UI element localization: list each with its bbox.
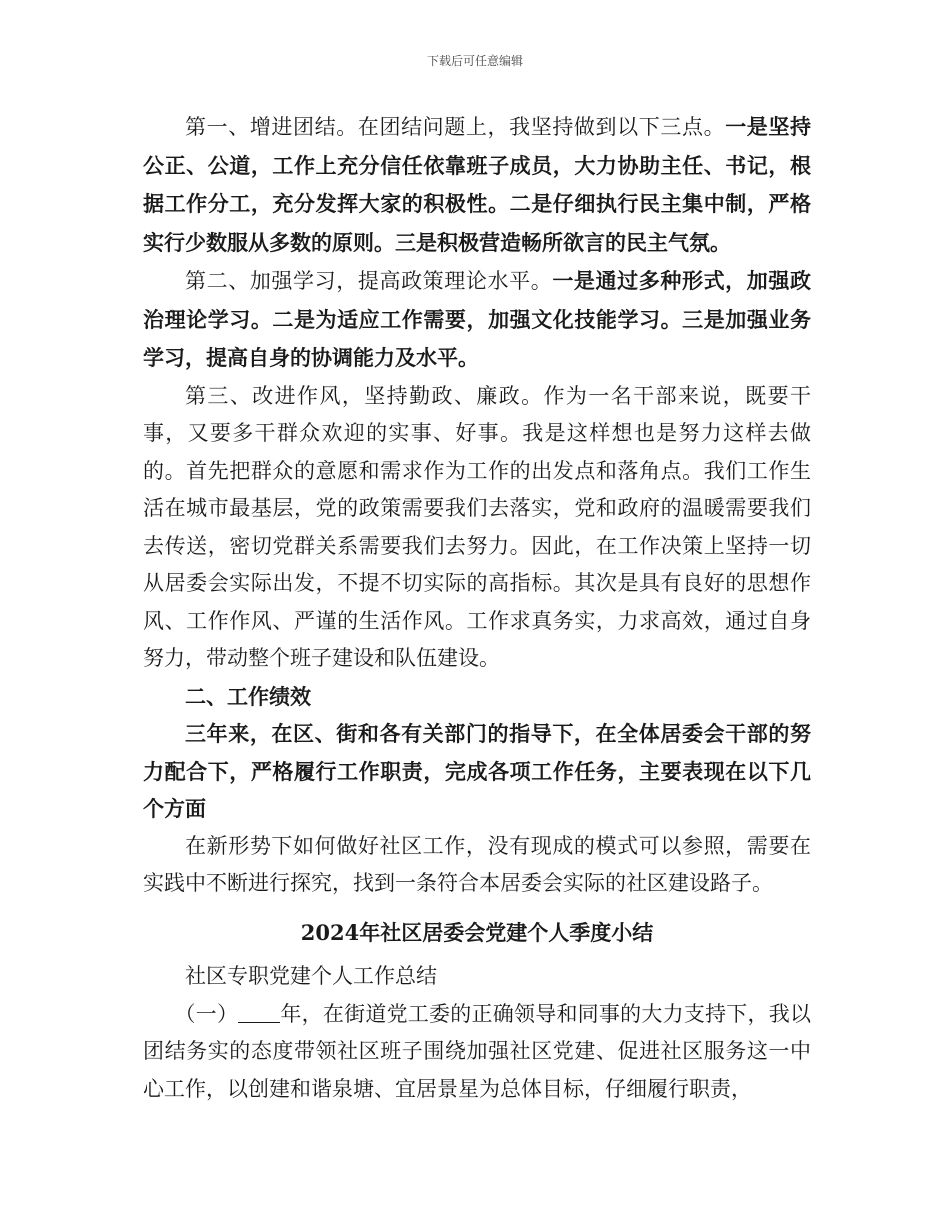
paragraph-lead: 第二、加强学习，提高政策理论水平。	[185, 269, 553, 293]
paragraph-bold-text: 一是坚持公正、公道，工作上充分信任依靠班子成员，大力协助主任、书记，根据工作分工，充分发挥大家的积极性。二是仔细执行民主集中制，严格实行少数服从多数的原则。三是积极营造畅所欲言的民主气氛。	[143, 114, 812, 255]
paragraph-summary-start	[143, 996, 811, 1109]
paragraph-study	[143, 262, 811, 378]
page-header: 下载后可任意编辑	[426, 54, 523, 68]
paragraph-subtitle: 社区专职党建个人工作总结	[185, 964, 437, 988]
paragraph-unity	[143, 108, 811, 262]
paragraph-text: 年，在街道党工委的正确领导和同事的大力支持下，我以团结务实的态度带领社区班子围绕加强社区党建、促进社区服务这一中心工作，以创建和谐泉塘、宜居景星为总体目标，仔细履行职责，	[143, 1001, 812, 1101]
paragraph-lead: 第一、增进团结。在团结问题上，我坚持做到以下三点。	[185, 115, 726, 139]
section-heading-performance: 二、工作绩效	[185, 683, 311, 709]
paragraph-new-situation: 在新形势下如何做好社区工作，没有现成的模式可以参照，需要在实践中不断进行探究，找到一条符合本居委会实际的社区建设路子。	[143, 833, 811, 895]
paragraph-work-style: 第三、改进作风，坚持勤政、廉政。作为一名干部来说，既要干事，又要多干群众欢迎的实事、好事。我是这样想也是努力这样去做的。首先把群众的意愿和需求作为工作的出发点和落角点。我们工作生活在城市最基层，党的政策需要我们去落实，党和政府的温暖需要我们去传送，密切党群关系需要我们去努力。因此，在工作决策上坚持一切从居委会实际出发，不提不切实际的高指标。其次是具有良好的思想作风、工作作风、严谨的生活作风。工作求真务实，力求高效，通过自身努力，带动整个班子建设和队伍建设。	[143, 383, 811, 670]
list-marker: （一）	[174, 1001, 239, 1026]
paragraph-bold-text: 一是通过多种形式，加强政治理论学习。二是为适应工作需要，加强文化技能学习。三是加强业务学习，提高自身的协调能力及水平。	[143, 268, 812, 370]
document-body	[143, 108, 811, 1108]
blank-underline	[238, 1000, 280, 1023]
paragraph-performance-intro: 三年来，在区、街和各有关部门的指导下，在全体居委会干部的努力配合下，严格履行工作职责，完成各项工作任务，主要表现在以下几个方面	[143, 721, 811, 821]
document-title: 2024年社区居委会党建个人季度小结	[300, 919, 654, 945]
